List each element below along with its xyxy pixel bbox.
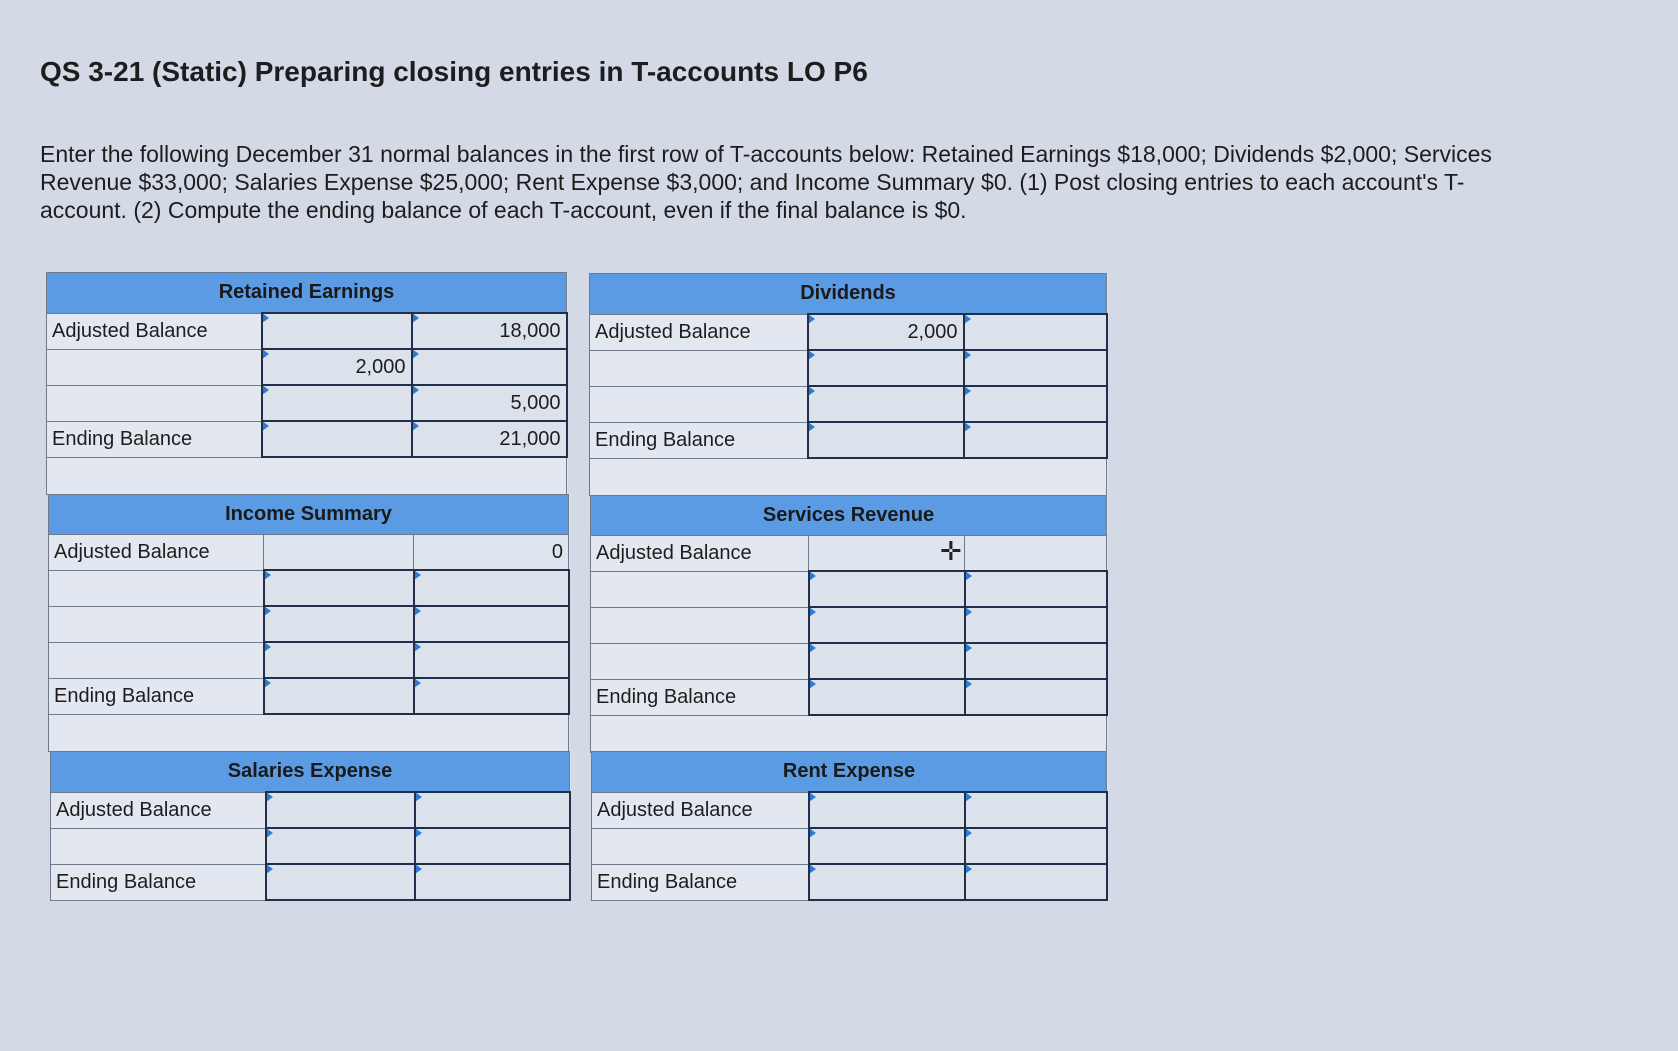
credit-input[interactable] bbox=[965, 792, 1107, 828]
debit-input[interactable] bbox=[809, 643, 965, 679]
ending-credit-input[interactable]: 21,000 bbox=[412, 421, 567, 457]
debit-value bbox=[264, 535, 414, 571]
debit-input[interactable] bbox=[266, 792, 415, 828]
ending-credit-input[interactable] bbox=[965, 864, 1107, 900]
account-input[interactable] bbox=[590, 350, 808, 386]
debit-input[interactable] bbox=[808, 386, 964, 422]
debit-input[interactable] bbox=[809, 792, 965, 828]
adjusted-balance-label: Adjusted Balance bbox=[591, 536, 809, 572]
debit-input[interactable] bbox=[262, 385, 412, 421]
credit-input[interactable] bbox=[965, 828, 1107, 864]
account-input[interactable] bbox=[591, 571, 809, 607]
ending-debit-input[interactable] bbox=[266, 864, 415, 900]
ending-credit-input[interactable] bbox=[965, 679, 1107, 715]
credit-input[interactable] bbox=[412, 349, 567, 385]
t-account-salaries-expense bbox=[50, 751, 571, 901]
spacer-row bbox=[49, 714, 569, 752]
account-input[interactable] bbox=[590, 386, 808, 422]
ending-credit-input[interactable] bbox=[964, 422, 1107, 458]
credit-value: 0 bbox=[414, 535, 569, 571]
ending-balance-label: Ending Balance bbox=[590, 422, 808, 458]
ending-credit-input[interactable] bbox=[415, 864, 570, 900]
ending-debit-input[interactable] bbox=[264, 678, 414, 714]
account-title: Dividends bbox=[590, 274, 1107, 315]
adjusted-balance-label: Adjusted Balance bbox=[592, 792, 809, 828]
credit-input[interactable] bbox=[965, 536, 1107, 572]
debit-input[interactable] bbox=[266, 828, 415, 864]
ending-credit-input[interactable] bbox=[414, 678, 569, 714]
debit-input[interactable] bbox=[809, 828, 965, 864]
adjusted-balance-label: Adjusted Balance bbox=[590, 314, 808, 350]
adjusted-balance-label: Adjusted Balance bbox=[51, 792, 266, 828]
credit-input[interactable] bbox=[414, 642, 569, 678]
debit-input[interactable]: 2,000 bbox=[808, 314, 964, 350]
account-input[interactable] bbox=[592, 828, 809, 864]
ending-balance-label: Ending Balance bbox=[591, 679, 809, 715]
credit-input[interactable] bbox=[964, 350, 1107, 386]
mouse-cursor-icon: ✛ bbox=[940, 536, 962, 566]
account-input[interactable] bbox=[51, 828, 266, 864]
account-input[interactable] bbox=[591, 607, 809, 643]
page-title: QS 3-21 (Static) Preparing closing entries in T-accounts LO P6 bbox=[40, 56, 868, 87]
credit-input[interactable] bbox=[415, 828, 570, 864]
adjusted-balance-label: Adjusted Balance bbox=[47, 313, 262, 349]
credit-input[interactable] bbox=[415, 792, 570, 828]
account-title: Retained Earnings bbox=[47, 273, 567, 314]
account-input[interactable] bbox=[591, 643, 809, 679]
account-title: Income Summary bbox=[49, 495, 569, 535]
ending-balance-label: Ending Balance bbox=[49, 678, 264, 714]
ending-balance-label: Ending Balance bbox=[47, 421, 262, 457]
spacer-row bbox=[47, 457, 567, 495]
debit-input[interactable] bbox=[809, 607, 965, 643]
adjusted-balance-label: Adjusted Balance bbox=[49, 535, 264, 571]
ending-debit-input[interactable] bbox=[262, 421, 412, 457]
debit-input[interactable] bbox=[264, 642, 414, 678]
account-input[interactable] bbox=[47, 385, 262, 421]
credit-input[interactable] bbox=[965, 607, 1107, 643]
ending-debit-input[interactable] bbox=[809, 679, 965, 715]
debit-input[interactable] bbox=[264, 570, 414, 606]
account-input[interactable] bbox=[49, 606, 264, 642]
account-title: Rent Expense bbox=[592, 752, 1107, 793]
debit-input[interactable] bbox=[809, 571, 965, 607]
debit-input[interactable] bbox=[262, 313, 412, 349]
ending-debit-input[interactable] bbox=[808, 422, 964, 458]
debit-input[interactable] bbox=[264, 606, 414, 642]
account-title: Salaries Expense bbox=[51, 752, 570, 793]
credit-input[interactable] bbox=[414, 606, 569, 642]
ending-balance-label: Ending Balance bbox=[51, 864, 266, 900]
account-input[interactable] bbox=[47, 349, 262, 385]
credit-input[interactable] bbox=[414, 570, 569, 606]
account-title: Services Revenue bbox=[591, 496, 1107, 536]
t-account-services-revenue bbox=[590, 495, 1108, 753]
credit-input[interactable] bbox=[965, 643, 1107, 679]
spacer-row bbox=[590, 458, 1107, 496]
t-account-dividends bbox=[589, 273, 1108, 496]
spacer-row bbox=[591, 715, 1107, 753]
t-account-rent-expense bbox=[591, 751, 1108, 901]
t-account-income-summary bbox=[48, 494, 570, 752]
credit-input[interactable]: 5,000 bbox=[412, 385, 567, 421]
credit-input[interactable] bbox=[965, 571, 1107, 607]
instructions-text: Enter the following December 31 normal balances in the first row of T-accounts below: Retained Earnings $18,000; Dividends $2,000; Services Revenue $33,000; Salaries Expense $25,000; Rent Expense $3,000; and Income Summary $0. (1) Post closing entries to each account's T-account. (2) Compute the ending balance of each T-account, even if the final balance is $0. bbox=[40, 141, 1492, 223]
account-input[interactable] bbox=[49, 570, 264, 606]
account-input[interactable] bbox=[49, 642, 264, 678]
debit-input[interactable]: 2,000 bbox=[262, 349, 412, 385]
ending-debit-input[interactable] bbox=[809, 864, 965, 900]
credit-input[interactable]: 18,000 bbox=[412, 313, 567, 349]
ending-balance-label: Ending Balance bbox=[592, 864, 809, 900]
credit-input[interactable] bbox=[964, 386, 1107, 422]
credit-input[interactable] bbox=[964, 314, 1107, 350]
debit-input[interactable] bbox=[808, 350, 964, 386]
t-account-retained-earnings bbox=[46, 272, 568, 495]
